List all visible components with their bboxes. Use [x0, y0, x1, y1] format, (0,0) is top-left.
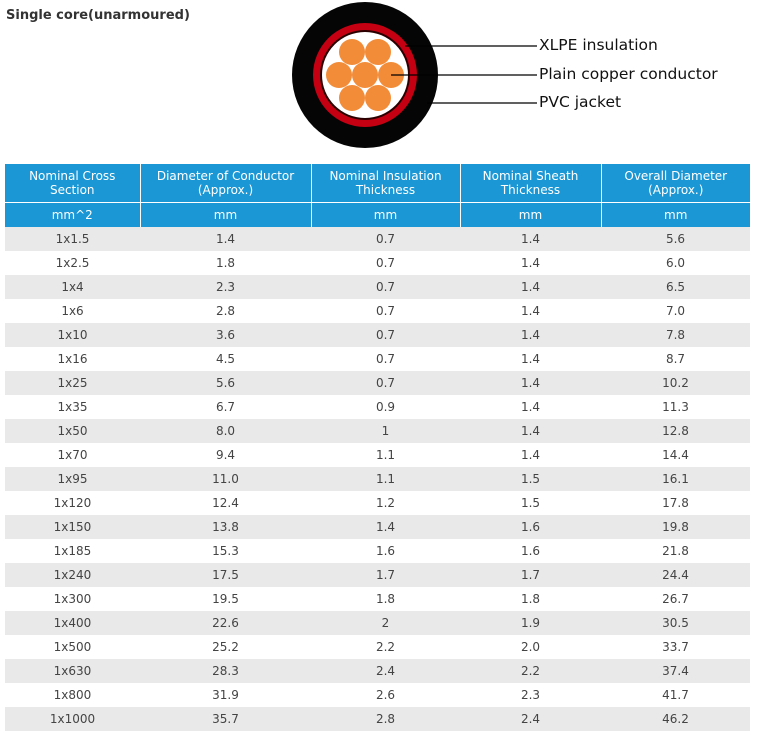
table-row [5, 659, 750, 683]
table-cell: 2.2 [311, 635, 460, 659]
table-cell: 1x6 [5, 299, 140, 323]
table-cell: 8.0 [140, 419, 311, 443]
table-cell: 1x400 [5, 611, 140, 635]
table-cell: 1x300 [5, 587, 140, 611]
table-row [5, 347, 750, 371]
table-cell: 1x185 [5, 539, 140, 563]
table-cell: 1x4 [5, 275, 140, 299]
table-cell: 1.4 [311, 515, 460, 539]
table-row [5, 563, 750, 587]
table-cell: 12.8 [601, 419, 750, 443]
table-row [5, 491, 750, 515]
table-cell: 33.7 [601, 635, 750, 659]
unit-cell: mm [311, 203, 460, 228]
table-cell: 7.8 [601, 323, 750, 347]
table-body [5, 227, 750, 731]
table-row [5, 275, 750, 299]
table-row [5, 635, 750, 659]
header-nominal-insulation-thickness: Nominal Insulation Thickness [311, 164, 460, 203]
table-row [5, 323, 750, 347]
copper-strand [339, 85, 365, 111]
table-cell: 1x1.5 [5, 227, 140, 251]
table-cell: 1x16 [5, 347, 140, 371]
unit-cell: mm [601, 203, 750, 228]
table-row [5, 611, 750, 635]
copper-strand [339, 39, 365, 65]
table-cell: 4.5 [140, 347, 311, 371]
table-row [5, 683, 750, 707]
table-cell: 2.3 [460, 683, 601, 707]
header-overall-diameter: Overall Diameter (Approx.) [601, 164, 750, 203]
table-cell: 1x500 [5, 635, 140, 659]
table-cell: 21.8 [601, 539, 750, 563]
table-cell: 1x630 [5, 659, 140, 683]
table-cell: 17.5 [140, 563, 311, 587]
table-cell: 30.5 [601, 611, 750, 635]
table-row [5, 419, 750, 443]
copper-strand [352, 62, 378, 88]
table-cell: 1 [311, 419, 460, 443]
table-row [5, 467, 750, 491]
callout-plain-copper-conductor: Plain copper conductor [539, 65, 718, 83]
table-row [5, 515, 750, 539]
table-cell: 3.6 [140, 323, 311, 347]
table-cell: 6.7 [140, 395, 311, 419]
unit-cell: mm^2 [5, 203, 140, 228]
table-cell: 1.4 [460, 419, 601, 443]
table-row [5, 587, 750, 611]
table-cell: 1x10 [5, 323, 140, 347]
cable-spec-table-container [5, 164, 750, 731]
table-cell: 1x800 [5, 683, 140, 707]
unit-cell: mm [140, 203, 311, 228]
callout-xlpe-insulation: XLPE insulation [539, 36, 658, 54]
table-cell: 2 [311, 611, 460, 635]
table-cell: 1.8 [140, 251, 311, 275]
table-cell: 1.2 [311, 491, 460, 515]
table-cell: 1x240 [5, 563, 140, 587]
table-cell: 1.4 [460, 275, 601, 299]
table-cell: 19.8 [601, 515, 750, 539]
table-cell: 14.4 [601, 443, 750, 467]
table-cell: 6.0 [601, 251, 750, 275]
table-cell: 1.8 [311, 587, 460, 611]
table-cell: 1.6 [460, 539, 601, 563]
table-cell: 16.1 [601, 467, 750, 491]
table-cell: 17.8 [601, 491, 750, 515]
table-cell: 31.9 [140, 683, 311, 707]
table-cell: 11.3 [601, 395, 750, 419]
table-cell: 5.6 [140, 371, 311, 395]
table-cell: 1.1 [311, 443, 460, 467]
table-row [5, 707, 750, 731]
table-cell: 1x95 [5, 467, 140, 491]
unit-cell: mm [460, 203, 601, 228]
table-cell: 12.4 [140, 491, 311, 515]
cable-spec-table [5, 164, 750, 731]
table-cell: 46.2 [601, 707, 750, 731]
table-cell: 0.7 [311, 275, 460, 299]
table-cell: 10.2 [601, 371, 750, 395]
table-cell: 1.5 [460, 491, 601, 515]
table-cell: 11.0 [140, 467, 311, 491]
table-cell: 1.4 [460, 395, 601, 419]
table-cell: 0.7 [311, 227, 460, 251]
table-cell: 2.6 [311, 683, 460, 707]
table-cell: 5.6 [601, 227, 750, 251]
table-cell: 1.4 [460, 347, 601, 371]
table-cell: 1.4 [460, 371, 601, 395]
table-cell: 1.7 [460, 563, 601, 587]
table-cell: 2.8 [311, 707, 460, 731]
table-cell: 2.0 [460, 635, 601, 659]
table-cell: 24.4 [601, 563, 750, 587]
table-cell: 1.4 [460, 323, 601, 347]
table-cell: 1x70 [5, 443, 140, 467]
table-cell: 1.7 [311, 563, 460, 587]
table-row [5, 299, 750, 323]
table-cell: 1x50 [5, 419, 140, 443]
table-cell: 1.4 [460, 299, 601, 323]
table-cell: 1.5 [460, 467, 601, 491]
table-cell: 1x120 [5, 491, 140, 515]
table-cell: 6.5 [601, 275, 750, 299]
table-cell: 1x25 [5, 371, 140, 395]
copper-strand [365, 39, 391, 65]
table-cell: 1.9 [460, 611, 601, 635]
table-cell: 0.7 [311, 323, 460, 347]
table-cell: 25.2 [140, 635, 311, 659]
table-cell: 0.7 [311, 251, 460, 275]
header-diameter-of-conductor: Diameter of Conductor (Approx.) [140, 164, 311, 203]
callout-pvc-jacket: PVC jacket [539, 93, 622, 111]
table-cell: 2.4 [460, 707, 601, 731]
table-cell: 2.4 [311, 659, 460, 683]
table-row [5, 443, 750, 467]
cable-cross-section-diagram [0, 0, 763, 165]
table-cell: 28.3 [140, 659, 311, 683]
table-header-row [5, 164, 750, 203]
table-cell: 26.7 [601, 587, 750, 611]
table-cell: 35.7 [140, 707, 311, 731]
table-cell: 1x150 [5, 515, 140, 539]
table-cell: 22.6 [140, 611, 311, 635]
table-cell: 15.3 [140, 539, 311, 563]
header-nominal-cross-section: Nominal Cross Section [5, 164, 140, 203]
table-cell: 37.4 [601, 659, 750, 683]
table-row [5, 251, 750, 275]
copper-strand [326, 62, 352, 88]
table-row [5, 395, 750, 419]
table-cell: 1.8 [460, 587, 601, 611]
table-cell: 1.1 [311, 467, 460, 491]
table-cell: 1.4 [460, 443, 601, 467]
copper-strand [365, 85, 391, 111]
table-cell: 1x2.5 [5, 251, 140, 275]
table-row [5, 227, 750, 251]
table-units-row [5, 203, 750, 228]
table-row [5, 539, 750, 563]
table-cell: 13.8 [140, 515, 311, 539]
table-cell: 9.4 [140, 443, 311, 467]
header-nominal-sheath-thickness: Nominal Sheath Thickness [460, 164, 601, 203]
table-cell: 0.7 [311, 347, 460, 371]
table-row [5, 371, 750, 395]
table-cell: 8.7 [601, 347, 750, 371]
table-cell: 1.4 [140, 227, 311, 251]
table-cell: 19.5 [140, 587, 311, 611]
table-cell: 1.6 [460, 515, 601, 539]
table-cell: 1.6 [311, 539, 460, 563]
table-cell: 2.3 [140, 275, 311, 299]
table-cell: 1x1000 [5, 707, 140, 731]
table-cell: 41.7 [601, 683, 750, 707]
table-cell: 1x35 [5, 395, 140, 419]
table-cell: 7.0 [601, 299, 750, 323]
table-cell: 0.9 [311, 395, 460, 419]
table-cell: 2.2 [460, 659, 601, 683]
table-cell: 2.8 [140, 299, 311, 323]
page-title: Single core(unarmoured) [6, 8, 190, 23]
table-cell: 1.4 [460, 251, 601, 275]
table-cell: 1.4 [460, 227, 601, 251]
table-cell: 0.7 [311, 299, 460, 323]
table-cell: 0.7 [311, 371, 460, 395]
